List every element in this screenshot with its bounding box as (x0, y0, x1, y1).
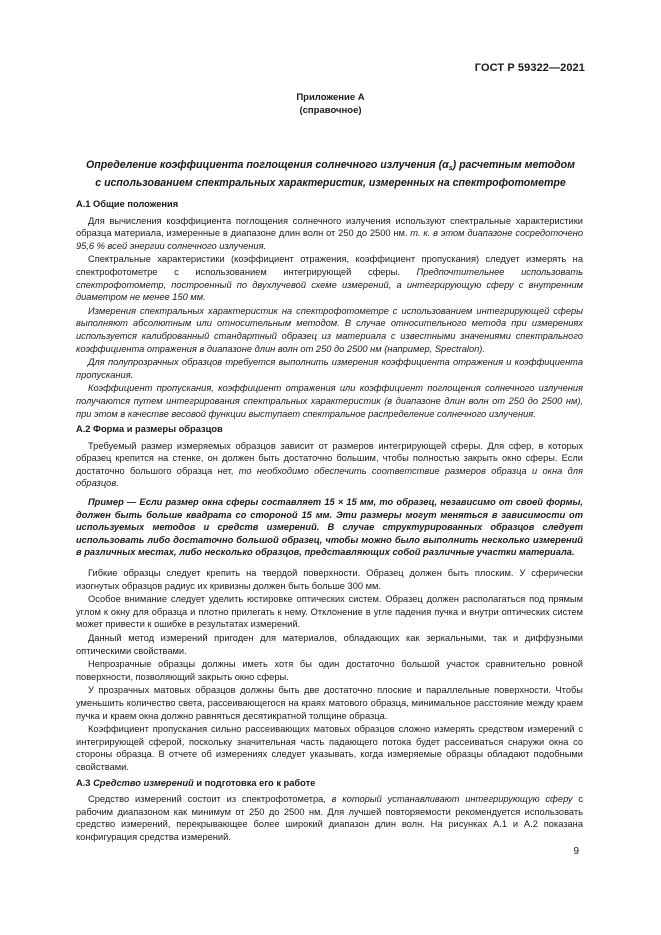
annex-heading (0, 91, 661, 117)
paragraph: Требуемый размер измеряемых образцов зависит от размеров интегрирующей сферы. Для сфер, в которых образец крепится на стенке, он должен быть достаточно большим, чтобы полностью закрыть окно сферы. Если достаточно большого образца нет, то необходимо обеспечить соответствие размеров образца и окна для образцов. (76, 440, 583, 489)
paragraph: Коэффициент пропускания сильно рассеивающих матовых образцов сложно измерять средством измерений с интегрирующей сферой, поскольку значительная часть падающего потока будет рассеиваться снаружи окна со стороны образца. В отчете об измерениях следует указывать, когда измеряемые образцы обладают подобными свойствами. (76, 724, 583, 772)
main-title (60, 158, 601, 190)
paragraph: Непрозрачные образцы должны иметь хотя бы один достаточно большой участок сравнительно ровной поверхности, позволяющий закрыть окно сферы. (76, 659, 583, 682)
paragraph: У прозрачных матовых образцов должны быть две достаточно плоские и параллельные поверхности. Чтобы уменьшить количество света, рассеивающегося на краях матового образца, минимальное расстояние между краем пучка и краем окна должно равняться десятикратной толщине образца. (76, 685, 583, 721)
paragraph: Гибкие образцы следует крепить на твердой поверхности. Образец должен быть плоским. У сферически изогнутых образцов радиус их кривизны должен быть больше 300 мм. (76, 568, 583, 591)
paragraph: Спектральные характеристики (коэффициент отражения, коэффициент пропускания) следует измерять на спектрофотометре с использованием интегрирующей сферы. Предпочтительнее использовать спектрофотометр, построенный по двухлучевой схеме измерений, а интегрирующую сферу с внутренним диаметром не менее 150 мм. (76, 254, 584, 303)
paragraph: Средство измерений состоит из спектрофотометра, в который устанавливают интегрирующую сферу с рабочим диапазоном как минимум от 250 до 2500 нм. Для лучшей повторяемости рекомендуется использовать средство измерений, перекрывающее более широкий диапазон длин волн. На рисунках А.1 и А.2 показана конфигурация средства измерений. (76, 794, 583, 842)
paragraph: Для полупрозрачных образцов требуется выполнить измерения коэффициента отражения и коэффициента пропускания. (76, 357, 583, 380)
paragraph: Особое внимание следует уделить юстировке оптических систем. Образец должен располагаться под прямым углом к окну для образца и плотно прилегать к нему. Отклонение в угле падения пучка и внутри оптических систем может привести к ошибке в результатах измерений. (76, 594, 583, 630)
section-heading-a3: А.3 Средство измерений и подготовка его к работе (76, 777, 316, 788)
document-code: ГОСТ Р 59322—2021 (474, 62, 585, 74)
section-heading-a1: А.1 Общие положения (76, 199, 179, 209)
main-title-line-2: с использованием спектральных характеристик, измеренных на спектрофотометре (95, 177, 566, 189)
example-note: Пример — Если размер окна сферы составляет 15 × 15 мм, то образец, независимо от своей формы, должен быть больше квадрата со стороной 15 мм. Эти размеры могут меняться в зависимости от используемых методов и средств измерений. В случае структурированных образцов следует использовать либо достаточно большой образец, чтобы можно было выполнить несколько измерений в различных местах, либо несколько образцов, представляющих собой различные участки материала. (76, 497, 583, 558)
paragraph: Измерения спектральных характеристик на спектрофотометре с использованием интегрирующей сферы выполняют абсолютным или относительным методом. В случае относительного метода при измерениях используется калиброванный стандартный образец из материала с известными значениями спектрального коэффициента отражения в диапазоне длин волн от 250 до 2500 нм (например, Spectralon). (76, 305, 583, 354)
annex-title: Приложение А (296, 92, 365, 103)
section-heading-a2: А.2 Форма и размеры образцов (76, 424, 223, 435)
document-body (76, 198, 583, 845)
main-title-line-1: Определение коэффициента поглощения солнечного излучения $(\alpha_s)$ расчетным методом (86, 159, 575, 172)
paragraph: Данный метод измерений пригоден для материалов, обладающих как зеркальными, так и диффузными оптическими свойствами. (76, 633, 583, 656)
paragraph: Для вычисления коэффициента поглощения солнечного излучения используют спектральные характеристики образца материала, измеренные в диапазоне длин волн от 250 до 2500 нм. т. к. в этом диапазоне сосредоточено 95,6 % всей энергии солнечного излучения. (76, 215, 583, 251)
paragraph: Коэффициент пропускания, коэффициент отражения или коэффициент поглощения солнечного излучения получаются путем интегрирования спектральных характеристик (в диапазоне длин волн от 250 до 2500 нм), при этом в качестве весовой функции выступает спектральное распределение солнечного излучения. (76, 383, 583, 419)
annex-type: (справочное) (299, 105, 362, 116)
page-number: 9 (573, 846, 579, 857)
